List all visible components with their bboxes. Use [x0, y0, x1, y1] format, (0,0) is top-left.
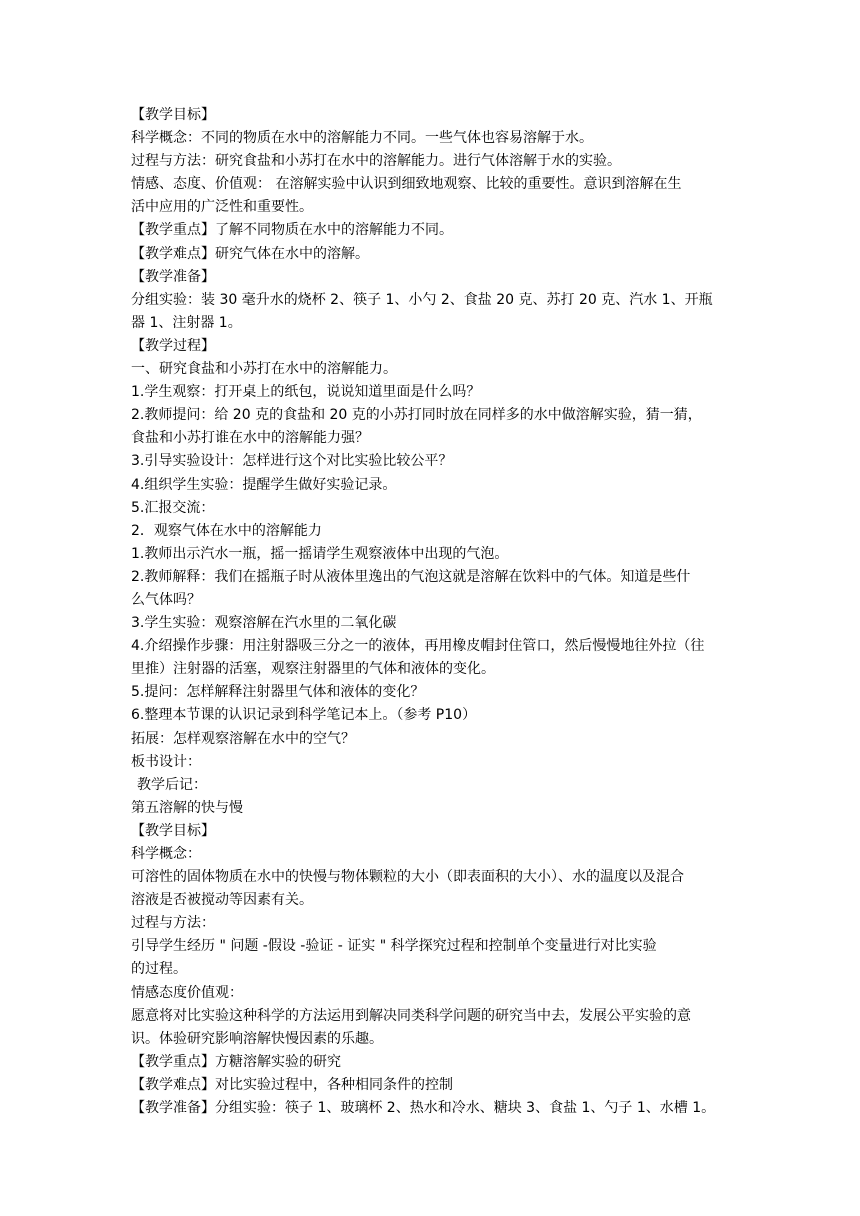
teaching-difficulty: 【教学难点】研究气体在水中的溶解。: [131, 245, 369, 262]
text-line: 么气体吗？: [131, 591, 201, 608]
text-line: 4.介绍操作步骤：用注射器吸三分之一的液体，再用橡皮帽封住管口，然后慢慢地往外拉（往: [131, 638, 705, 655]
text-line: 1.学生观察：打开桌上的纸包，说说知道里面是什么吗？: [131, 384, 481, 401]
text-line: 愿意将对比实验这种科学的方法运用到解决同类科学问题的研究当中去，发展公平实验的意: [131, 1007, 691, 1024]
teaching-key-point: 【教学重点】方糖溶解实验的研究: [131, 1053, 341, 1070]
text-line: 过程与方法：研究食盐和小苏打在水中的溶解能力。进行气体溶解于水的实验。: [131, 153, 621, 170]
text-line: 引导学生经历 " 问题 -假设 -验证 - 证实 " 科学探究过程和控制单个变量进行对比实验: [131, 938, 657, 955]
text-line: 里推）注射器的活塞，观察注射器里的气体和液体的变化。: [131, 661, 495, 678]
section-heading-process: 【教学过程】: [131, 337, 215, 354]
teaching-key-point: 【教学重点】了解不同物质在水中的溶解能力不同。: [131, 222, 453, 239]
text-line: 板书设计：: [131, 753, 201, 770]
text-line: 1.教师出示汽水一瓶，摇一摇请学生观察液体中出现的气泡。: [131, 545, 509, 562]
text-line: 分组实验：装 30 毫升水的烧杯 2、筷子 1、小勺 2、食盐 20 克、苏打 20 克、汽水 1、开瓶: [131, 291, 713, 308]
text-line: 3.引导实验设计：怎样进行这个对比实验比较公平？: [131, 453, 453, 470]
text-line: 4.组织学生实验：提醒学生做好实验记录。: [131, 476, 397, 493]
text-line: 情感态度价值观：: [131, 984, 243, 1001]
text-line: 科学概念：不同的物质在水中的溶解能力不同。一些气体也容易溶解于水。: [131, 130, 593, 147]
text-line: 拓展：怎样观察溶解在水中的空气？: [131, 730, 355, 747]
text-line: 可溶性的固体物质在水中的快慢与物体颗粒的大小（即表面积的大小）、水的温度以及混合: [131, 869, 684, 886]
lesson-title: 第五溶解的快与慢: [131, 799, 243, 816]
text-line: 情感、态度、价值观： 在溶解实验中认识到细致地观察、比较的重要性。意识到溶解在生: [131, 176, 682, 193]
text-line: 溶液是否被搅动等因素有关。: [131, 892, 313, 909]
text-line: 2．观察气体在水中的溶解能力: [131, 522, 322, 539]
text-line: 器 1、注射器 1。: [131, 314, 242, 331]
text-line: 过程与方法：: [131, 915, 215, 932]
section-heading-preparation: 【教学准备】: [131, 268, 215, 285]
document-body: [131, 104, 731, 1120]
teaching-difficulty: 【教学难点】对比实验过程中，各种相同条件的控制: [131, 1076, 453, 1093]
text-line: 5.提问：怎样解释注射器里气体和液体的变化？: [131, 684, 425, 701]
text-line: 教学后记：: [137, 776, 207, 793]
section-heading-teaching-goals: 【教学目标】: [131, 107, 215, 123]
section-heading-teaching-goals: 【教学目标】: [131, 822, 215, 839]
text-line: 活中应用的广泛性和重要性。: [131, 199, 313, 216]
text-line: 5.汇报交流：: [131, 499, 215, 516]
text-line: 的过程。: [131, 961, 187, 978]
text-line: 6.整理本节课的认识记录到科学笔记本上。（参考 P10）: [131, 707, 477, 724]
text-line: 食盐和小苏打谁在水中的溶解能力强？: [131, 430, 369, 447]
text-line: 一、研究食盐和小苏打在水中的溶解能力。: [131, 361, 397, 378]
text-line: 3.学生实验：观察溶解在汽水里的二氧化碳: [131, 615, 397, 632]
teaching-preparation: 【教学准备】分组实验：筷子 1、玻璃杯 2、热水和冷水、糖块 3、食盐 1、勺子 1、水槽 1。: [131, 1100, 716, 1117]
text-line: 识。体验研究影响溶解快慢因素的乐趣。: [131, 1030, 383, 1047]
text-line: 2.教师提问：给 20 克的食盐和 20 克的小苏打同时放在同样多的水中做溶解实验，猜一猜，: [131, 407, 702, 424]
text-line: 科学概念：: [131, 846, 201, 862]
text-line: 2.教师解释：我们在摇瓶子时从液体里逸出的气泡这就是溶解在饮料中的气体。知道是些什: [131, 568, 691, 585]
